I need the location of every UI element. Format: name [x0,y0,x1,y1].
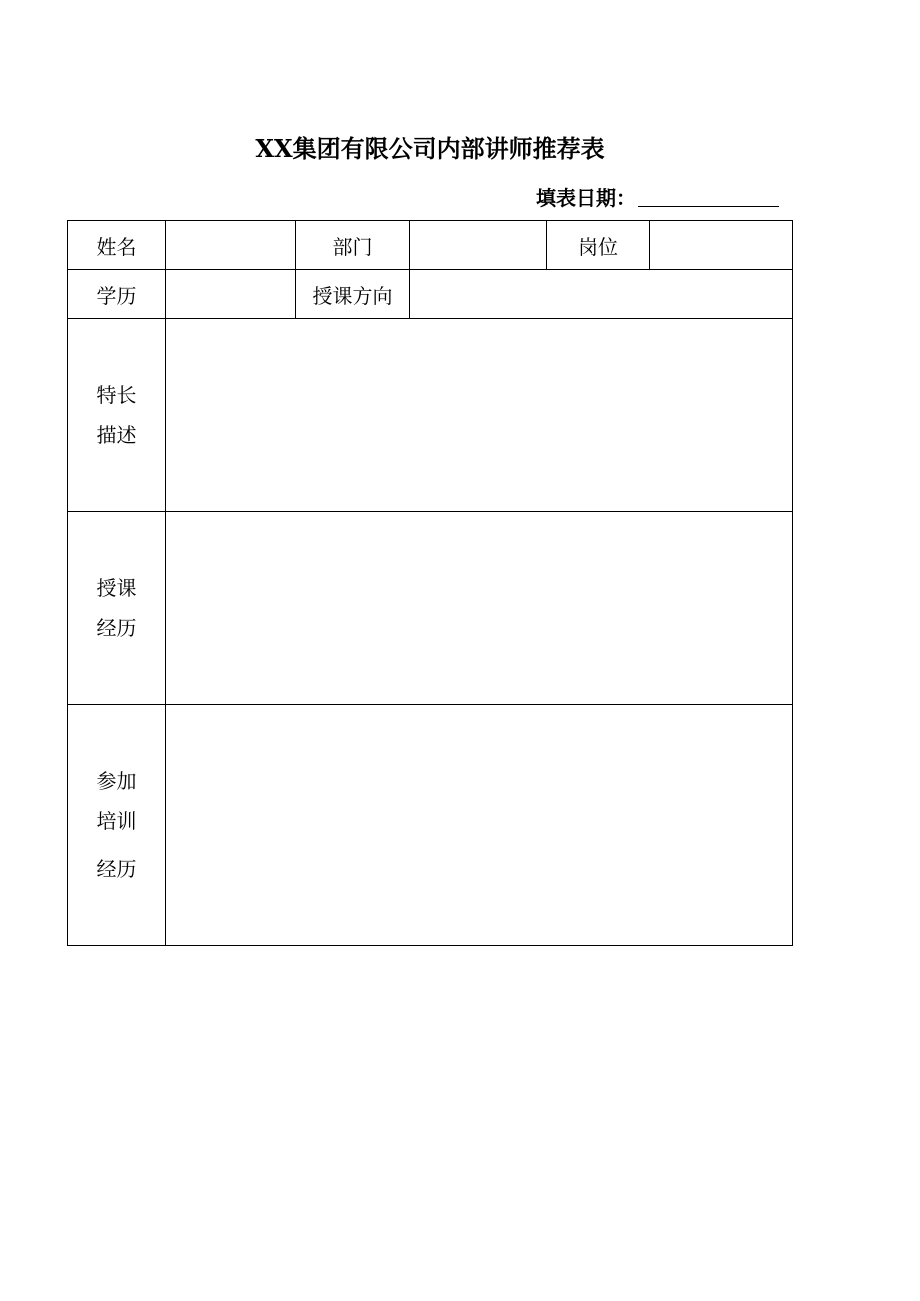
teaching-direction-label-cell [296,270,410,319]
position-field[interactable] [650,221,793,270]
name-field[interactable] [166,221,296,270]
teaching-experience-field[interactable] [166,512,793,705]
teaching-direction-field[interactable] [410,270,793,319]
name-label-cell [68,221,166,270]
teaching-experience-label-cell [68,512,166,705]
education-field[interactable] [166,270,296,319]
training-experience-label-line: 参加 [96,769,137,793]
training-experience-label-line: 培训 [96,809,137,833]
specialty-field[interactable] [166,319,793,512]
training-experience-label [97,761,137,889]
recommendation-form-table [67,220,793,946]
teaching-experience-label-line: 经历 [96,616,137,640]
teaching-experience-label [97,568,137,648]
specialty-label [97,375,137,455]
education-label-cell [68,270,166,319]
position-label-cell [547,221,650,270]
table-row [68,705,793,946]
training-experience-field[interactable] [166,705,793,946]
teaching-direction-label: 授课方向 [312,283,393,308]
fill-date-field[interactable] [638,185,779,207]
teaching-experience-label-line: 授课 [96,576,137,600]
specialty-label-line: 特长 [96,383,137,407]
table-row [68,512,793,705]
table-row [68,270,793,319]
table-row [68,221,793,270]
dept-field[interactable] [410,221,547,270]
page-title: XX集团有限公司内部讲师推荐表 [255,134,605,163]
position-label: 岗位 [578,234,618,259]
training-experience-label-line: 经历 [96,857,137,881]
fill-date-row [536,185,779,211]
dept-label-cell [296,221,410,270]
table-row [68,319,793,512]
education-label: 学历 [96,283,137,308]
dept-label: 部门 [332,234,373,259]
training-experience-label-cell [68,705,166,946]
specialty-label-line: 描述 [96,423,137,447]
fill-date-label: 填表日期： [536,186,636,210]
specialty-label-cell [68,319,166,512]
name-label: 姓名 [96,234,137,259]
